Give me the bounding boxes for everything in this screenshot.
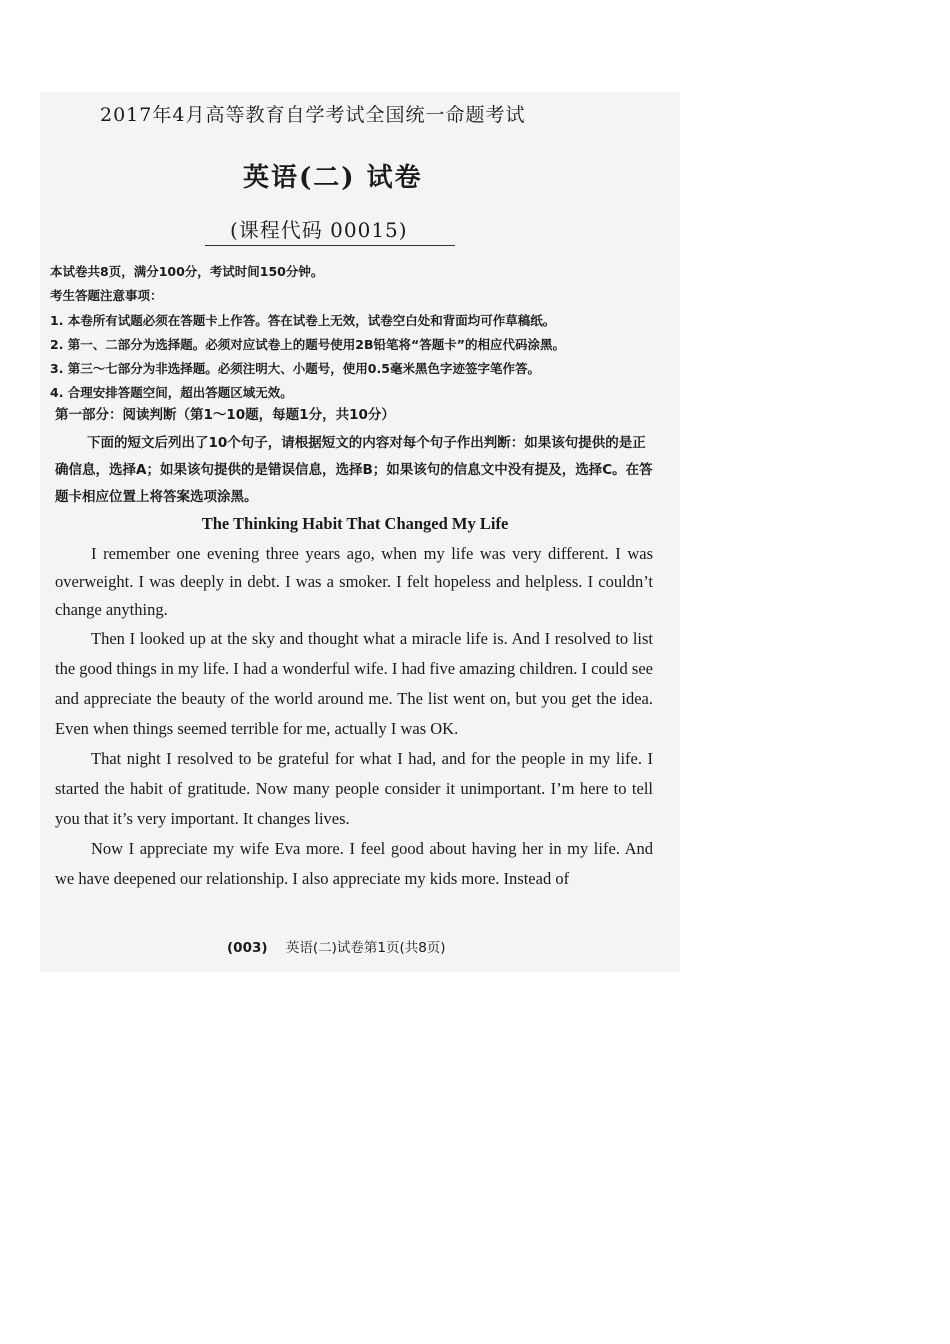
info-line: 1. 本卷所有试题必须在答题卡上作答。答在试卷上无效，试卷空白处和背面均可作草稿纸。 <box>50 313 556 328</box>
info-line: 3. 第三～七部分为非选择题。必须注明大、小题号，使用0.5毫米黑色字迹签字笔作答。 <box>50 361 540 376</box>
article-paragraph: That night I resolved to be grateful for what I had, and for the people in my life. I started the habit of gratitude. Now many people consider it unimportant. I’m here to tell you that it’s very important. It changes lives. <box>55 749 653 828</box>
header-divider <box>205 245 455 246</box>
info-line: 本试卷共8页，满分100分，考试时间150分钟。 <box>50 264 324 279</box>
exam-header-title: 2017年4月高等教育自学考试全国统一命题考试 <box>100 104 526 126</box>
article-paragraph: Then I looked up at the sky and thought what a miracle life is. And I resolved to list the good things in my life. I had a wonderful wife. I had five amazing children. I could see and appreciate the beauty of the world around me. The list went on, but you get the idea. Even when things seemed terrible for me, actually I was OK. <box>55 629 653 738</box>
info-line: 4. 合理安排答题空间，超出答题区域无效。 <box>50 385 293 400</box>
footer-page-text: 英语(二)试卷第1页(共8页) <box>285 940 446 956</box>
course-code: (课程代码 00015) <box>230 218 408 242</box>
part1-heading: 第一部分：阅读判断（第1～10题，每题1分，共10分） <box>55 407 395 423</box>
article-title: The Thinking Habit That Changed My Life <box>201 514 509 533</box>
part1-instructions <box>55 430 655 511</box>
article-body <box>55 540 653 894</box>
info-line: 2. 第一、二部分为选择题。必须对应试卷上的题号使用2B铅笔将“答题卡”的相应代码涂黑。 <box>50 337 565 352</box>
page-footer <box>227 936 446 956</box>
article-paragraph: Now I appreciate my wife Eva more. I feel good about having her in my life. And we have deepened our relationship. I also appreciate my kids more. Instead of <box>55 839 653 888</box>
footer-code: (003) <box>227 940 268 956</box>
article-paragraph: I remember one evening three years ago, when my life was very different. I was overweight. I was deeply in debt. I was a smoker. I felt hopeless and helpless. I couldn’t change anything. <box>55 544 653 619</box>
instructions-text: 下面的短文后列出了10个句子，请根据短文的内容对每个句子作出判断：如果该句提供的是正确信息，选择A；如果该句提供的是错误信息，选择B；如果该句的信息文中没有提及，选择C。在答题卡相应位置上将答案选项涂黑。 <box>55 435 653 505</box>
exam-subject-title: 英语(二) 试卷 <box>243 163 423 193</box>
info-line: 考生答题注意事项： <box>50 288 163 303</box>
